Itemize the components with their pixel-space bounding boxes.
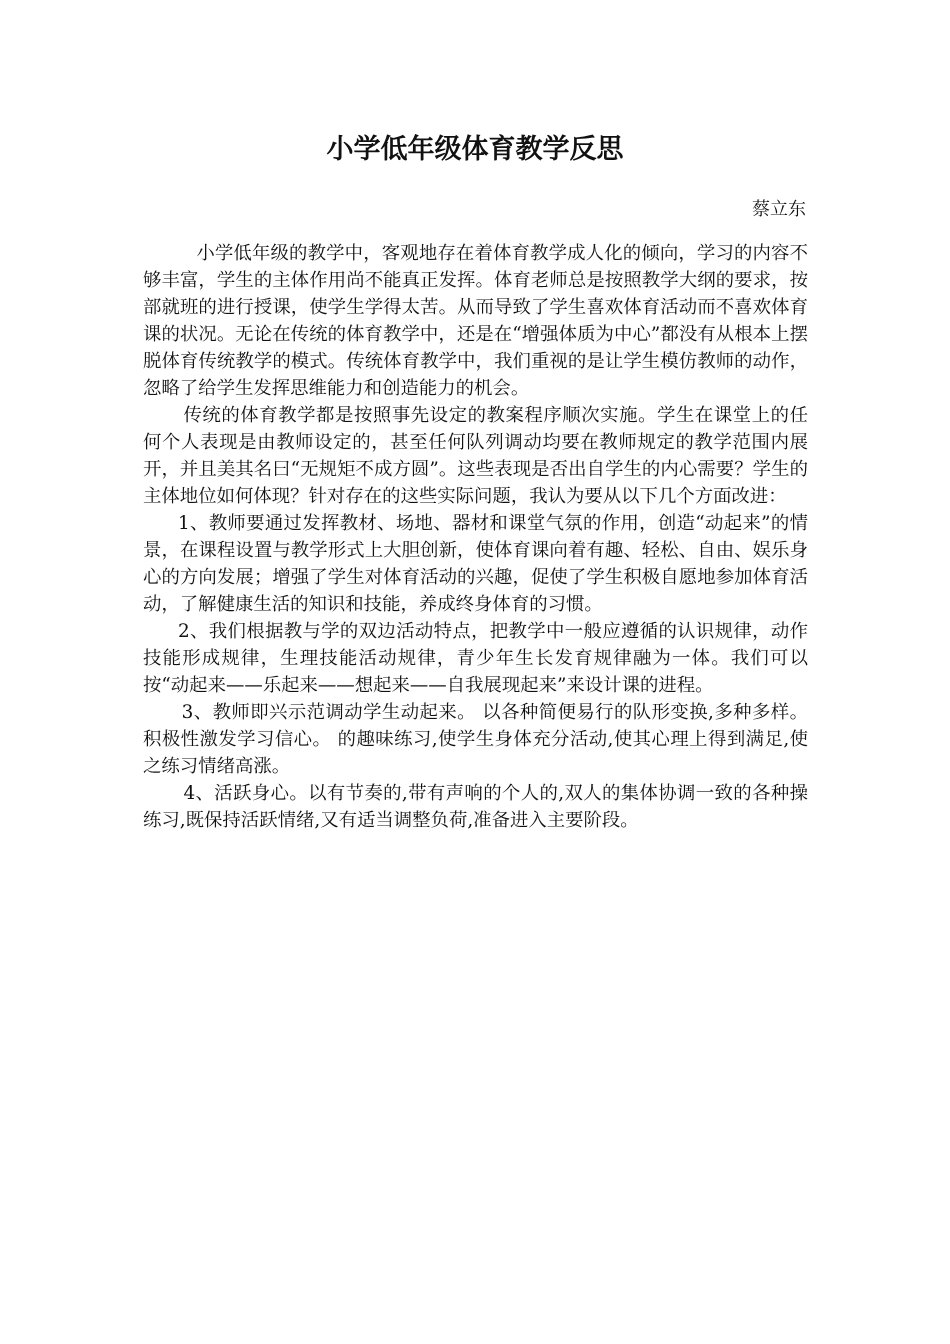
paragraph-point-1: 1、教师要通过发挥教材、场地、器材和课堂气氛的作用，创造“动起来”的情景，在课程设置与教学形式上大胆创新，使体育课向着有趣、轻松、自由、娱乐身心的方向发展；增强了学生对体育活动的兴趣，促使了学生积极自愿地参加体育活动，了解健康生活的知识和技能，养成终身体育的习惯。 xyxy=(143,513,808,615)
author-name: 蔡立东 xyxy=(752,199,806,220)
document-title: 小学低年级体育教学反思 xyxy=(326,134,624,165)
paragraph-intro: 小学低年级的教学中，客观地存在着体育教学成人化的倾向，学习的内容不够丰富，学生的主体作用尚不能真正发挥。体育老师总是按照教学大纲的要求，按部就班的进行授课，使学生学得太苦。从而导致了学生喜欢体育活动而不喜欢体育课的状况。无论在传统的体育教学中，还是在“增强体质为中心”都没有从根本上摆脱体育传统教学的模式。传统体育教学中，我们重视的是让学生模仿教师的动作，忽略了给学生发挥思维能力和创造能力的机会。 xyxy=(143,243,808,399)
paragraph-traditional-teaching: 传统的体育教学都是按照事先设定的教案程序顺次实施。学生在课堂上的任何个人表现是由教师设定的，甚至任何队列调动均要在教师规定的教学范围内展开，并且美其名曰“无规矩不成方圆”。这些表现是否出自学生的内心需要？学生的主体地位如何体现？针对存在的这些实际问题，我认为要从以下几个方面改进： xyxy=(143,405,808,507)
document-body xyxy=(143,240,808,834)
paragraph-point-2: 2、我们根据教与学的双边活动特点，把教学中一般应遵循的认识规律，动作技能形成规律，生理技能活动规律，青少年生长发育规律融为一体。我们可以按“动起来——乐起来——想起来——自我展现起来”来设计课的进程。 xyxy=(143,621,808,696)
paragraph-point-3: 3、教师即兴示范调动学生动起来。 以各种简便易行的队形变换,多种多样。积极性激发学习信心。 的趣味练习,使学生身体充分活动,使其心理上得到满足,使之练习情绪高涨。 xyxy=(143,702,808,777)
paragraph-point-4: 4、活跃身心。以有节奏的,带有声响的个人的,双人的集体协调一致的各种操练习,既保持活跃情绪,又有适当调整负荷,准备进入主要阶段。 xyxy=(143,783,808,831)
